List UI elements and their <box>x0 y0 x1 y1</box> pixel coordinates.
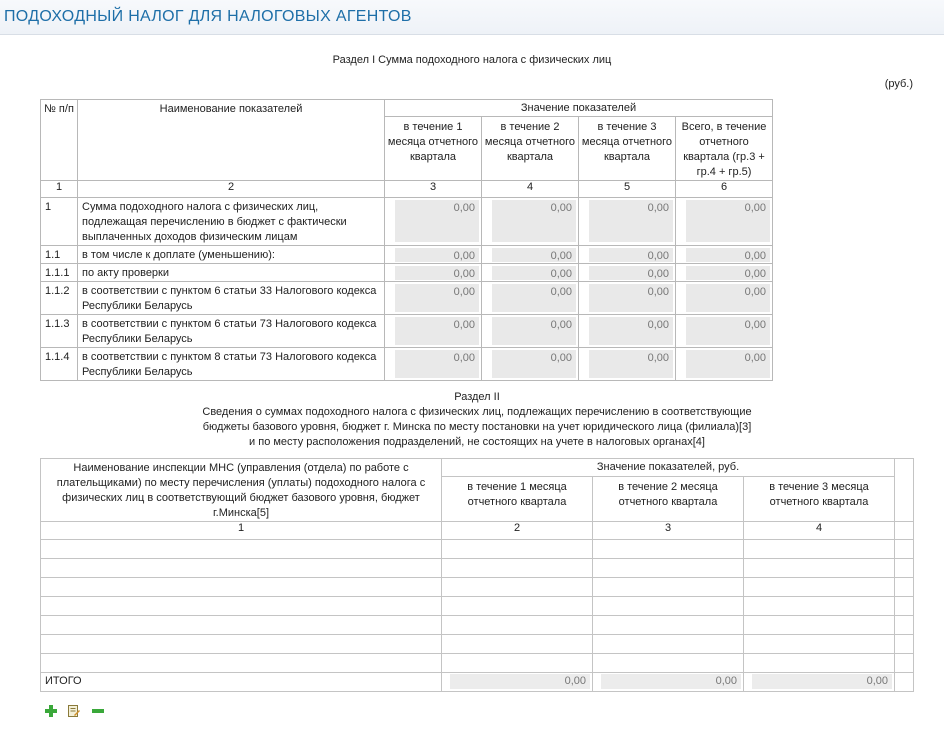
col-values-header: Значение показателей <box>385 100 773 117</box>
value-field[interactable]: 0,00 <box>395 266 479 280</box>
value-field[interactable]: 0,00 <box>589 200 673 242</box>
col-num: 1 <box>41 181 78 198</box>
row-number: 1.1.3 <box>41 315 78 348</box>
row-label: в соответствии с пунктом 8 статьи 73 Налогового кодекса Республики Беларусь <box>78 348 385 381</box>
value-field[interactable]: 0,00 <box>686 200 770 242</box>
section2-desc-line: Сведения о суммах подоходного налога с физических лиц, подлежащих перечислению в соответствующие <box>202 406 752 418</box>
column-numbers-row <box>41 181 773 198</box>
page-title: ПОДОХОДНЫЙ НАЛОГ ДЛЯ НАЛОГОВЫХ АГЕНТОВ <box>4 8 412 25</box>
col-values-header: Значение показателей, руб. <box>442 459 895 477</box>
row-label: в том числе к доплате (уменьшению): <box>78 246 385 264</box>
col-total-header: Всего, в течение отчетного квартала (гр.3 + гр.4 + гр.5) <box>676 117 773 181</box>
row-number: 1 <box>41 198 78 246</box>
add-icon[interactable] <box>44 704 58 718</box>
section2-desc-line: бюджеты базового уровня, бюджет г. Минска по месту постановки на учет юридического лица (филиала)[3] <box>202 421 752 433</box>
empty-row[interactable] <box>41 654 914 673</box>
value-field[interactable]: 0,00 <box>395 200 479 242</box>
value-field[interactable]: 0,00 <box>686 317 770 345</box>
table-row <box>41 282 773 315</box>
empty-row[interactable] <box>41 597 914 616</box>
col-m1-header: в течение 1 месяца отчетного квартала <box>385 117 482 181</box>
value-field[interactable]: 0,00 <box>492 266 576 280</box>
value-field[interactable]: 0,00 <box>686 350 770 378</box>
unit-label: (руб.) <box>884 78 913 90</box>
value-field[interactable]: 0,00 <box>686 266 770 280</box>
col-inspection-header: Наименование инспекции МНС (управления (отдела) по работе с плательщиками) по месту перечисления (уплаты) подоходного налога с физических лиц в соответствующий бюджет базового уровня, бюджет г.Минска[5] <box>41 459 442 522</box>
col-num: 2 <box>78 181 385 198</box>
col-num: 3 <box>385 181 482 198</box>
value-field[interactable]: 0,00 <box>589 317 673 345</box>
empty-row[interactable] <box>41 616 914 635</box>
row-number: 1.1.1 <box>41 264 78 282</box>
table-row <box>41 246 773 264</box>
row-label: в соответствии с пунктом 6 статьи 33 Налогового кодекса Республики Беларусь <box>78 282 385 315</box>
col-m1-header: в течение 1 месяца отчетного квартала <box>442 477 593 522</box>
value-field[interactable]: 0,00 <box>589 248 673 262</box>
empty-row[interactable] <box>41 635 914 654</box>
col-m3-header: в течение 3 месяца отчетного квартала <box>744 477 895 522</box>
row-label: по акту проверки <box>78 264 385 282</box>
col-num: 1 <box>41 522 442 540</box>
section2-title: Раздел II <box>454 391 500 403</box>
value-field[interactable]: 0,00 <box>492 200 576 242</box>
col-m3-header: в течение 3 месяца отчетного квартала <box>579 117 676 181</box>
value-field[interactable]: 0,00 <box>589 284 673 312</box>
value-field[interactable]: 0,00 <box>686 284 770 312</box>
scroll-gutter <box>895 459 914 522</box>
value-field[interactable]: 0,00 <box>589 350 673 378</box>
table-row <box>41 348 773 381</box>
row-number: 1.1 <box>41 246 78 264</box>
section1-table <box>40 99 773 381</box>
col-m2-header: в течение 2 месяца отчетного квартала <box>482 117 579 181</box>
value-field[interactable]: 0,00 <box>492 317 576 345</box>
col-no-header: № п/п <box>41 100 78 181</box>
section2-desc-line: и по месту расположения подразделений, не состоящих на учете в налоговых органах[4] <box>249 436 705 448</box>
value-field[interactable]: 0,00 <box>589 266 673 280</box>
value-field[interactable]: 0,00 <box>492 248 576 262</box>
row-label: в соответствии с пунктом 6 статьи 73 Налогового кодекса Республики Беларусь <box>78 315 385 348</box>
col-num: 6 <box>676 181 773 198</box>
total-label: ИТОГО <box>41 673 442 692</box>
remove-icon[interactable] <box>91 704 105 718</box>
value-field[interactable]: 0,00 <box>395 284 479 312</box>
value-field[interactable]: 0,00 <box>492 284 576 312</box>
col-num: 2 <box>442 522 593 540</box>
value-field[interactable]: 0,00 <box>686 248 770 262</box>
empty-row[interactable] <box>41 559 914 578</box>
value-field[interactable]: 0,00 <box>395 248 479 262</box>
value-field[interactable]: 0,00 <box>395 317 479 345</box>
total-value: 0,00 <box>752 674 892 689</box>
value-field[interactable]: 0,00 <box>395 350 479 378</box>
empty-row[interactable] <box>41 578 914 597</box>
section2-table <box>40 458 914 692</box>
row-label: Сумма подоходного налога с физических лиц, подлежащая перечислению в бюджет с фактически выплаченных доходов физическим лицам <box>78 198 385 246</box>
col-num: 4 <box>482 181 579 198</box>
row-number: 1.1.2 <box>41 282 78 315</box>
table-row <box>41 264 773 282</box>
total-row <box>41 673 914 692</box>
total-value: 0,00 <box>450 674 590 689</box>
row-number: 1.1.4 <box>41 348 78 381</box>
total-value: 0,00 <box>601 674 741 689</box>
column-numbers-row <box>41 522 914 540</box>
table-row <box>41 315 773 348</box>
value-field[interactable]: 0,00 <box>492 350 576 378</box>
col-num: 3 <box>593 522 744 540</box>
col-m2-header: в течение 2 месяца отчетного квартала <box>593 477 744 522</box>
page-header <box>0 0 944 35</box>
section1-title: Раздел I Сумма подоходного налога с физических лиц <box>332 54 612 66</box>
table-row <box>41 198 773 246</box>
col-num: 5 <box>579 181 676 198</box>
edit-icon[interactable] <box>67 704 81 718</box>
empty-row[interactable] <box>41 540 914 559</box>
section2-heading <box>40 390 914 450</box>
col-name-header: Наименование показателей <box>78 100 385 181</box>
col-num: 4 <box>744 522 895 540</box>
